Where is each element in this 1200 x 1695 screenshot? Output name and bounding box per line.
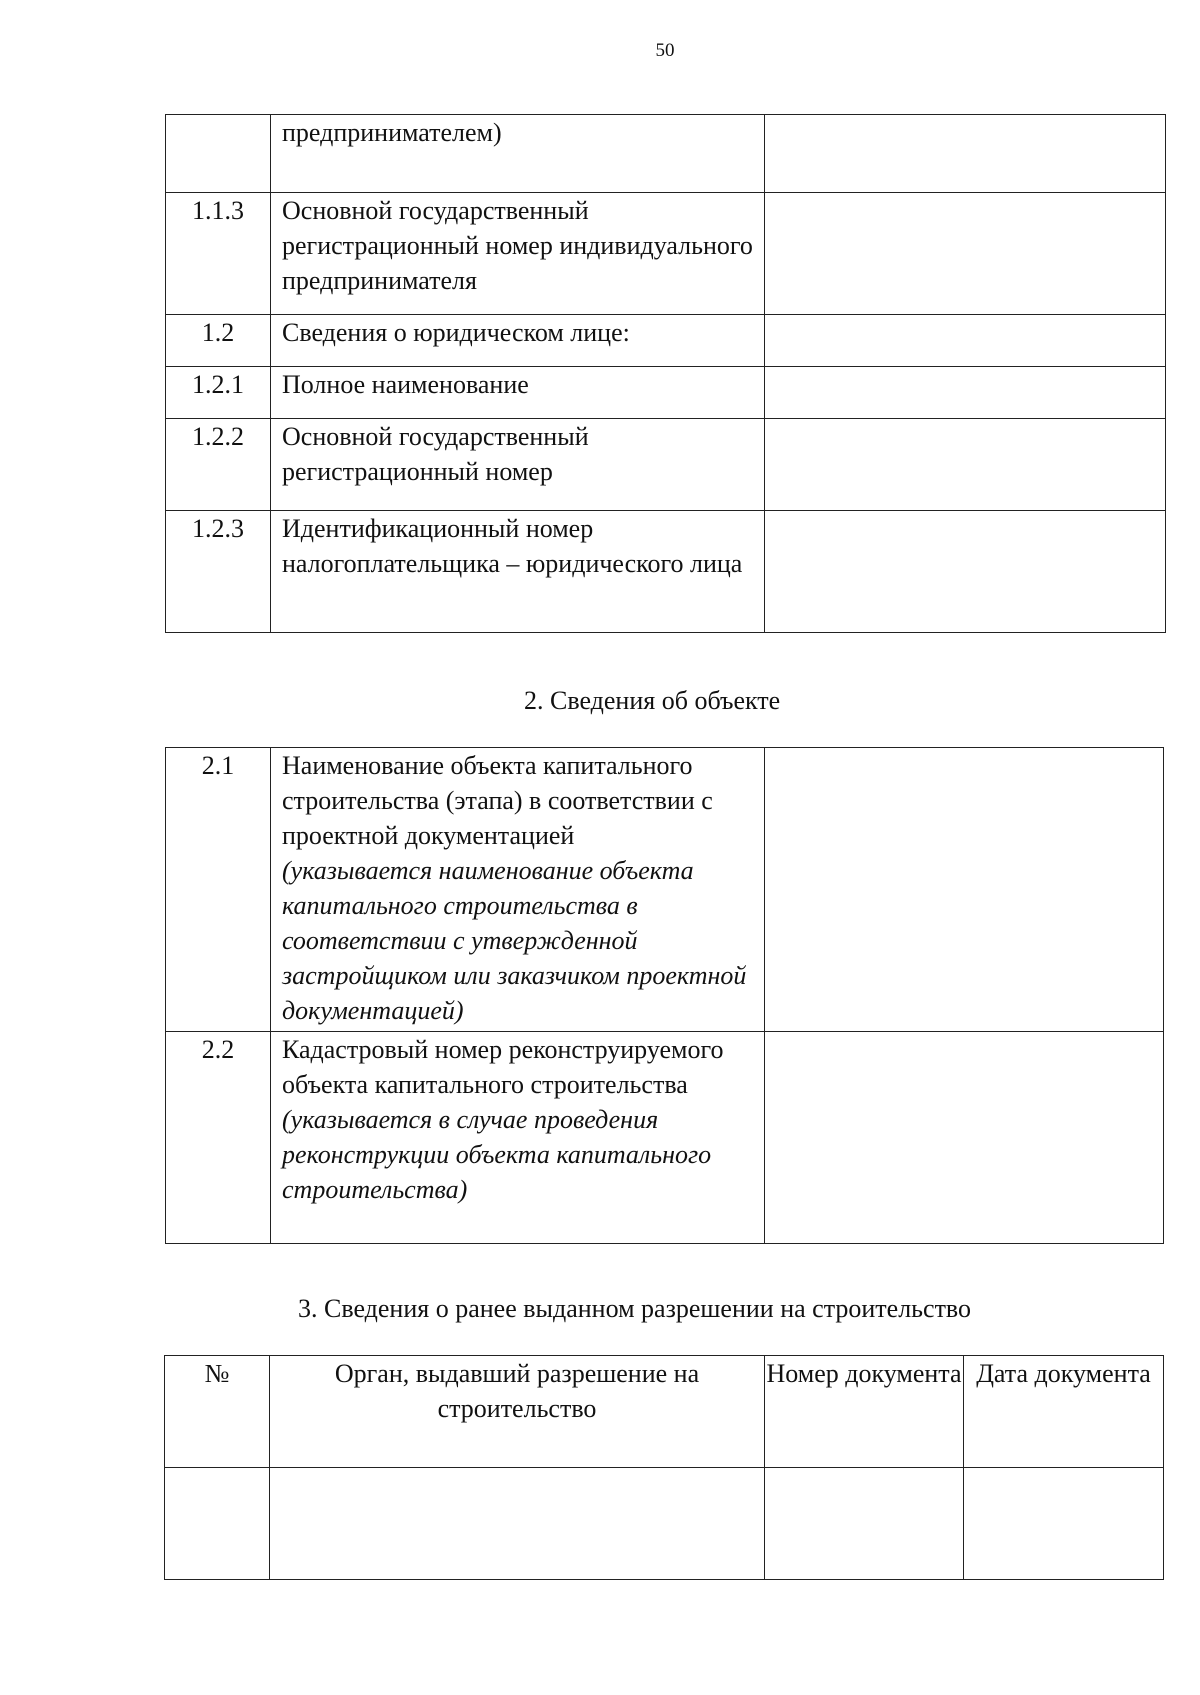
row-number: 1.2.2: [166, 419, 271, 511]
row-label: Кадастровый номер реконструируемого объекта капитального строительства: [282, 1035, 724, 1099]
row-label: Полное наименование: [271, 367, 765, 419]
row-value-cell[interactable]: [765, 1032, 1164, 1244]
row-number: 2.1: [166, 748, 271, 1032]
column-header-document-date: Дата документа: [964, 1356, 1164, 1468]
applicant-info-table: [165, 114, 1166, 633]
table-row: [166, 315, 1166, 367]
permit-document-number-cell[interactable]: [765, 1468, 964, 1580]
row-label: Основной государственный регистрационный номер: [271, 419, 765, 511]
row-label: предпринимателем): [271, 115, 765, 193]
column-header-number: №: [165, 1356, 270, 1468]
row-number: 1.2.1: [166, 367, 271, 419]
row-label: Основной государственный регистрационный номер индивидуального предпринимателя: [271, 193, 765, 315]
page-number: 50: [655, 40, 675, 61]
row-number: 1.2.3: [166, 511, 271, 633]
previous-permit-table: [164, 1355, 1164, 1580]
row-number: [166, 115, 271, 193]
table-row: [166, 367, 1166, 419]
row-value-cell[interactable]: [765, 511, 1166, 633]
row-label-cell: [271, 748, 765, 1032]
permit-number-cell[interactable]: [165, 1468, 270, 1580]
section-title-previous-permit: 3. Сведения о ранее выданном разрешении на строительство: [298, 1294, 972, 1323]
permit-document-date-cell[interactable]: [964, 1468, 1164, 1580]
column-header-authority: Орган, выдавший разрешение на строительство: [270, 1356, 765, 1468]
row-label: Наименование объекта капитального строительства (этапа) в соответствии с проектной документацией: [282, 751, 713, 850]
row-value-cell[interactable]: [765, 315, 1166, 367]
row-value-cell[interactable]: [765, 193, 1166, 315]
row-label: Сведения о юридическом лице:: [271, 315, 765, 367]
row-label-cell: [271, 1032, 765, 1244]
table-row: [166, 115, 1166, 193]
row-value-cell[interactable]: [765, 419, 1166, 511]
section-title-object-info: 2. Сведения об объекте: [524, 686, 781, 715]
object-info-table: [165, 747, 1164, 1244]
table-row: [166, 748, 1164, 1032]
row-value-cell[interactable]: [765, 115, 1166, 193]
row-note: (указывается в случае проведения реконструкции объекта капитального строительства): [282, 1105, 712, 1204]
table-row: [166, 1032, 1164, 1244]
row-value-cell[interactable]: [765, 748, 1164, 1032]
row-number: 2.2: [166, 1032, 271, 1244]
table-row: [165, 1468, 1164, 1580]
row-label: Идентификационный номер налогоплательщика – юридического лица: [271, 511, 765, 633]
row-note: (указывается наименование объекта капитального строительства в соответствии с утвержденной застройщиком или заказчиком проектной документацией): [282, 856, 747, 1025]
permit-authority-cell[interactable]: [270, 1468, 765, 1580]
table-row: [166, 193, 1166, 315]
column-header-document-number: Номер документа: [765, 1356, 964, 1468]
table-row: [166, 419, 1166, 511]
row-number: 1.2: [166, 315, 271, 367]
table-header-row: [165, 1356, 1164, 1468]
table-row: [166, 511, 1166, 633]
row-value-cell[interactable]: [765, 367, 1166, 419]
row-number: 1.1.3: [166, 193, 271, 315]
